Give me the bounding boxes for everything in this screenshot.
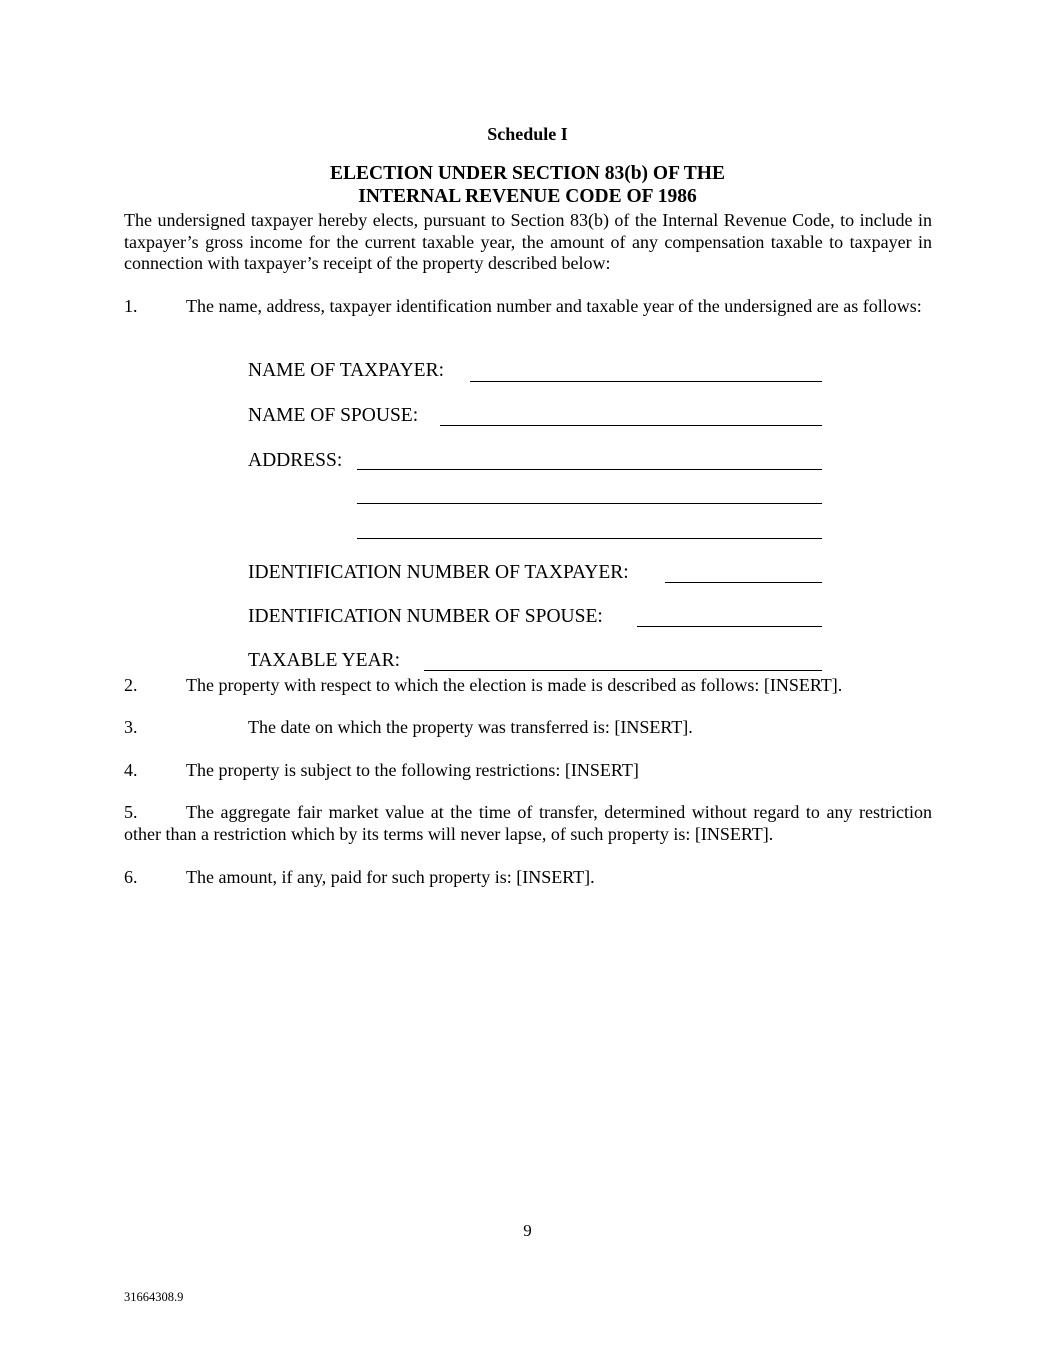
item-number: 2. xyxy=(124,675,138,695)
address-label: ADDRESS: xyxy=(248,450,343,471)
item-number: 4. xyxy=(124,760,138,780)
item-6 xyxy=(124,867,932,889)
election-title-line2: INTERNAL REVENUE CODE OF 1986 xyxy=(358,186,697,207)
taxable-year-label: TAXABLE YEAR: xyxy=(248,650,401,671)
name-of-spouse-label: NAME OF SPOUSE: xyxy=(248,405,419,426)
item-text: The amount, if any, paid for such property is: [INSERT]. xyxy=(186,867,595,887)
item-number: 3. xyxy=(124,717,138,737)
item-5 xyxy=(124,802,932,845)
election-title xyxy=(0,162,1055,208)
page-number: 9 xyxy=(523,1221,532,1240)
item-4 xyxy=(124,760,932,782)
item-text: The property with respect to which the election is made is described as follows: [INSERT]. xyxy=(186,675,843,695)
intro-paragraph: The undersigned taxpayer hereby elects, pursuant to Section 83(b) of the Internal Revenue Code, to include in taxpayer’s gross income for the current taxable year, the amount of any compensation taxable to taxpayer in connection with taxpayer’s receipt of the property described below: xyxy=(124,210,932,273)
taxable-year-field[interactable] xyxy=(424,670,822,671)
name-of-taxpayer-label: NAME OF TAXPAYER: xyxy=(248,360,445,381)
id-number-taxpayer-field[interactable] xyxy=(665,582,822,583)
item-text: The name, address, taxpayer identification number and taxable year of the undersigned are as follows: xyxy=(186,296,922,316)
item-text: The aggregate fair market value at the time of transfer, determined without regard to any restriction other than a restriction which by its terms will never lapse, of such property is: [INSERT]. xyxy=(124,802,932,844)
election-title-line1: ELECTION UNDER SECTION 83(b) OF THE xyxy=(330,163,725,184)
item-1 xyxy=(124,296,932,318)
address-field-line2[interactable] xyxy=(357,503,822,504)
id-number-taxpayer-label: IDENTIFICATION NUMBER OF TAXPAYER: xyxy=(248,562,629,583)
id-number-spouse-label: IDENTIFICATION NUMBER OF SPOUSE: xyxy=(248,606,603,627)
item-number: 5. xyxy=(124,802,138,822)
item-3 xyxy=(124,717,932,739)
address-field-line1[interactable] xyxy=(357,469,822,470)
item-text: The date on which the property was transferred is: [INSERT]. xyxy=(248,717,693,737)
item-number: 6. xyxy=(124,867,138,887)
item-2 xyxy=(124,675,932,697)
name-of-taxpayer-field[interactable] xyxy=(470,381,822,382)
item-number: 1. xyxy=(124,296,138,316)
schedule-title: Schedule I xyxy=(487,124,568,144)
address-field-line3[interactable] xyxy=(357,538,822,539)
id-number-spouse-field[interactable] xyxy=(637,626,822,627)
document-id: 31664308.9 xyxy=(124,1290,184,1304)
name-of-spouse-field[interactable] xyxy=(440,425,822,426)
item-text: The property is subject to the following restrictions: [INSERT] xyxy=(186,760,639,780)
